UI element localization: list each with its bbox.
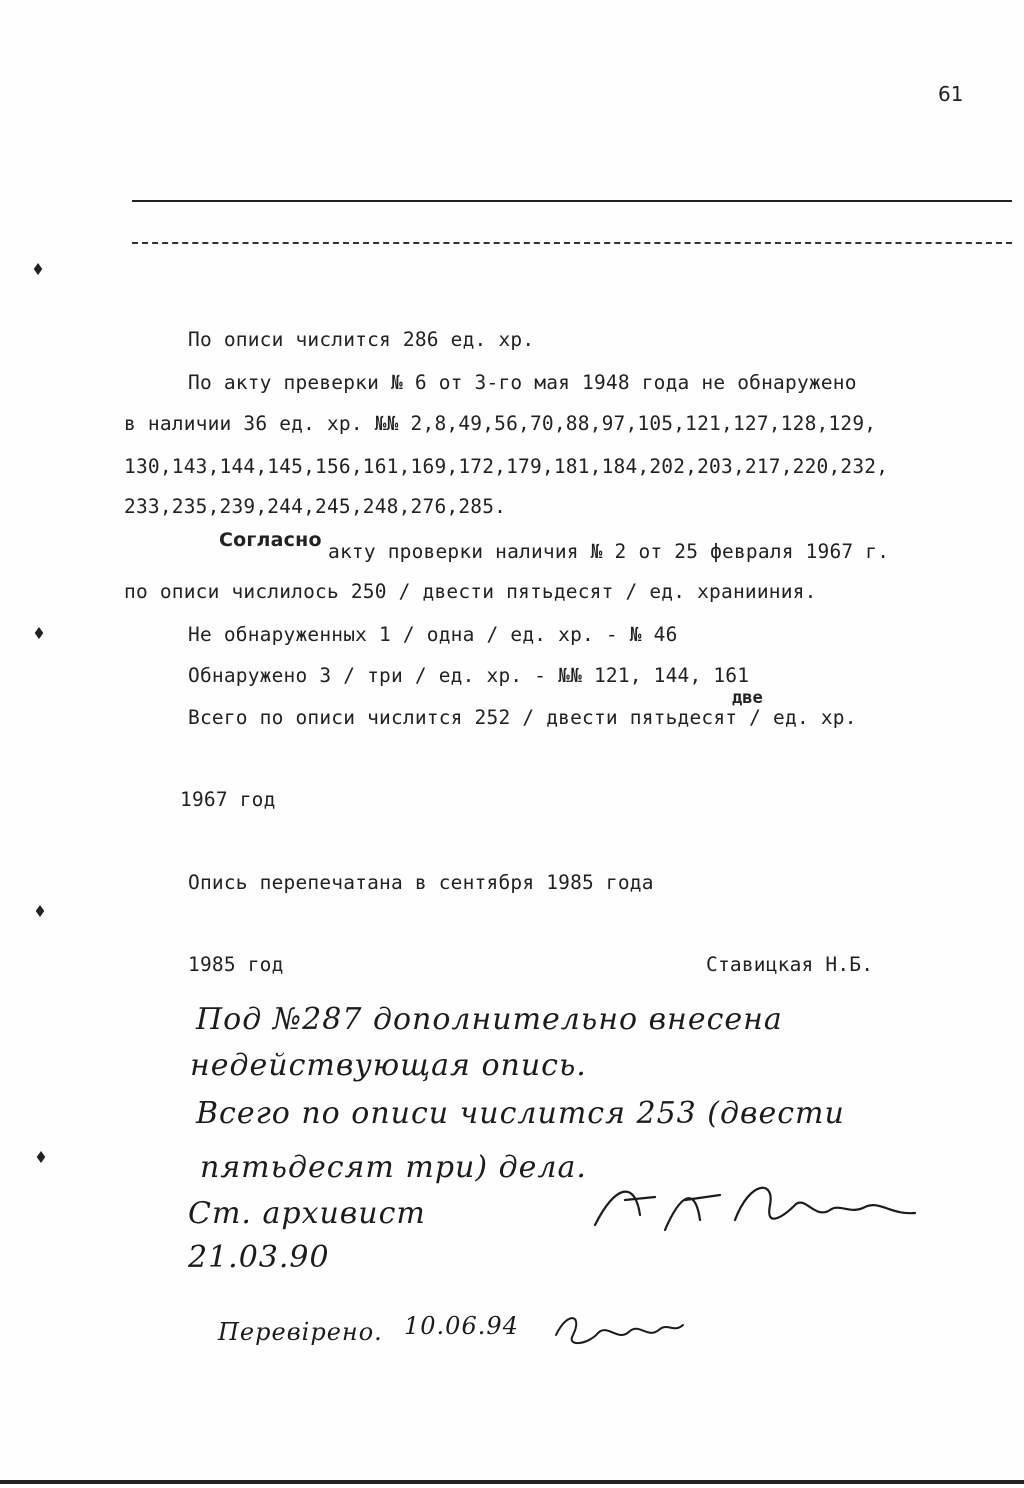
handwritten-line-4: пятьдесят три) дела. xyxy=(200,1150,587,1185)
line-missing-list-2: 130,143,144,145,156,161,169,172,179,181,184,202,203,217,220,232, xyxy=(124,455,889,478)
handwritten-line-3: Всего по описи числится 253 (двести xyxy=(196,1096,845,1131)
line-according-word: Согласно xyxy=(219,529,322,551)
line-not-found: Не обнаруженных 1 / одна / ед. хр. - № 46 xyxy=(188,623,678,646)
year-1967: 1967 год xyxy=(180,788,276,811)
line-total-252: Всего по описи числится 252 / двести пятьдесят / ед. хр. xyxy=(188,706,857,729)
line-found: Обнаружено 3 / три / ед. хр. - №№ 121, 144, 161 xyxy=(188,664,750,687)
line-missing-list-3: 233,235,239,244,245,248,276,285. xyxy=(124,495,507,518)
year-1985: 1985 год xyxy=(188,953,284,976)
top-rule xyxy=(132,200,1012,202)
line-act-1948: По акту преверки № 6 от 3-го мая 1948 года не обнаружено xyxy=(188,371,857,394)
verifier-signature xyxy=(548,1305,688,1355)
line-inventory-250: по описи числилось 250 / двести пятьдесят / ед. хранииния. xyxy=(124,580,817,603)
line-reprint: Опись перепечатана в сентября 1985 года xyxy=(188,871,654,894)
binding-hole-mark xyxy=(34,904,46,918)
bottom-edge-rule xyxy=(0,1480,1024,1484)
binding-hole-mark xyxy=(32,262,44,276)
second-rule xyxy=(132,242,1012,244)
archivist-signature xyxy=(585,1175,925,1245)
handwritten-verified: Перевірено. xyxy=(218,1318,383,1346)
line-total-correction: две xyxy=(732,688,763,708)
page-number: 61 xyxy=(938,82,964,106)
handwritten-date-1990: 21.03.90 xyxy=(188,1240,330,1275)
line-act-1967: акту проверки наличия № 2 от 25 февраля 1967 г. xyxy=(328,540,890,563)
handwritten-date-1994: 10.06.94 xyxy=(404,1312,519,1340)
handwritten-line-1: Под №287 дополнительно внесена xyxy=(196,1002,783,1037)
line-missing-list-1: в наличии 36 ед. хр. №№ 2,8,49,56,70,88,97,105,121,127,128,129, xyxy=(124,412,877,435)
signer-name: Ставицкая Н.Б. xyxy=(706,953,874,976)
handwritten-archivist: Ст. архивист xyxy=(188,1196,426,1231)
binding-hole-mark xyxy=(35,1150,47,1164)
line-inventory-count: По описи числится 286 ед. хр. xyxy=(188,328,535,351)
binding-hole-mark xyxy=(33,626,45,640)
handwritten-line-2: недействующая опись. xyxy=(190,1048,587,1083)
